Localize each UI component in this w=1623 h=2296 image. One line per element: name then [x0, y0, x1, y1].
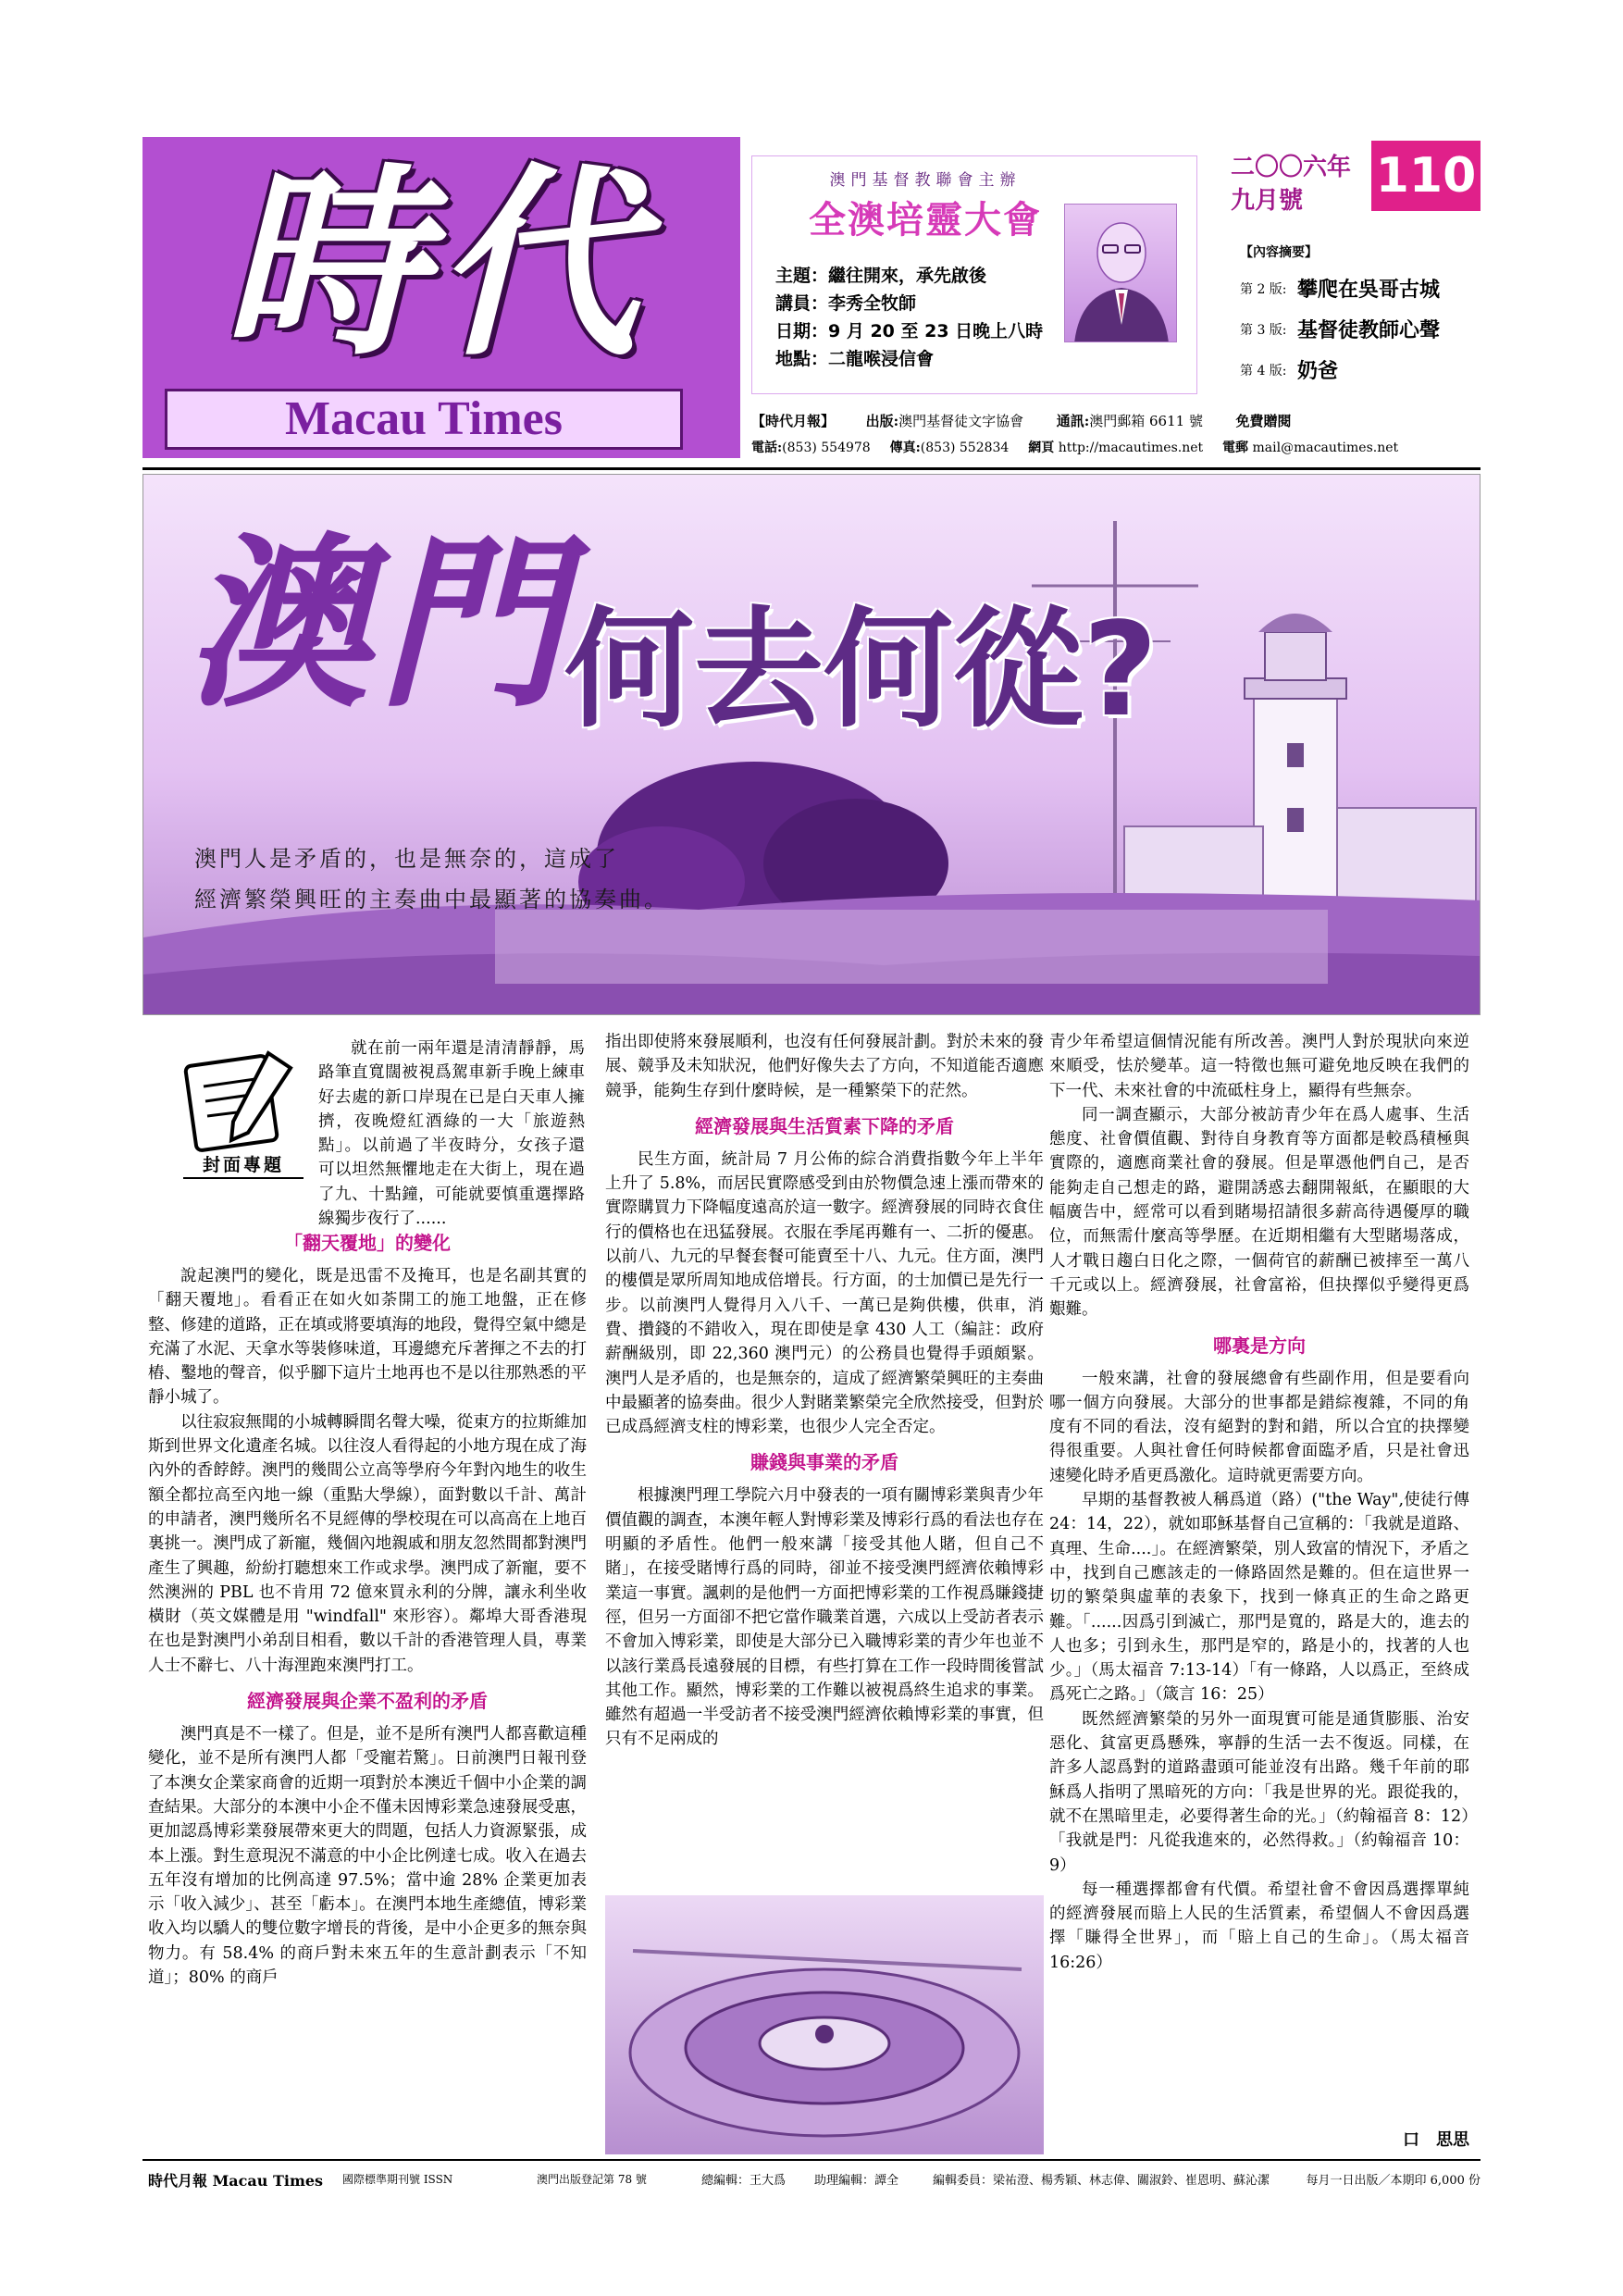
- column-2: [605, 1030, 1044, 1891]
- event-theme: 主題：繼往開來，承先啟後: [775, 266, 987, 286]
- web-link[interactable]: http://macautimes.net: [1058, 441, 1204, 455]
- free-label: 免費贈閱: [1235, 413, 1292, 429]
- cover-topic-label: 封面專題: [183, 1151, 304, 1179]
- footer-issn: 國際標準期刊號 ISSN: [342, 2173, 453, 2186]
- roulette-image: [605, 1895, 1044, 2154]
- issue-number: 110: [1375, 148, 1477, 204]
- headline-part-2: 何去何從?: [564, 595, 1158, 746]
- intro-paragraph: 就在前一兩年還是清清靜靜，馬路筆直寬闊被視爲駕車新手晚上練車好去處的新口岸現在已是白天車人擁擠，夜晚燈紅酒綠的一大「旅遊熱點」。以前過了半夜時分，女孩子還可以坦然無懼地走在大街上，現在過了九、十點鐘，可能就要慎重選擇路線獨步夜行了......: [318, 1039, 585, 1229]
- event-name: 全澳培靈大會: [809, 199, 1042, 242]
- section-heading: 經濟發展與生活質素下降的矛盾: [695, 1114, 954, 1137]
- section-heading: 「翻天覆地」的變化: [284, 1232, 451, 1254]
- info-row-2: [751, 438, 1482, 458]
- toc-title: 基督徒教師心聲: [1297, 319, 1441, 342]
- footer-registration: 澳門出版登記第 78 號: [537, 2173, 647, 2186]
- email-link[interactable]: mail@macautimes.net: [1252, 441, 1399, 455]
- event-organizer: 澳門基督教聯會主辦: [829, 171, 1022, 190]
- info-row-1: [751, 411, 1482, 431]
- paragraph: 根據澳門理工學院六月中發表的一項有關博彩業與青少年價值觀的調查，本澳年輕人對博彩業及博彩行爲的看法也存在明顯的矛盾性。他們一般來講「接受其他人賭，但自己不賭」，在接受賭博行爲的同時，卻並不接受澳門經濟依賴博彩業這一事實。諷刺的是他們一方面把博彩業的工作視爲賺錢捷徑，但另一方面卻不把它當作職業首選，六成以上受訪者表示不會加入博彩業，即使是大部分已入職博彩業的青少年也並不以該行業爲長遠發展的目標，有些打算在工作一段時間後嘗試其他工作。顯然，博彩業的工作難以被視爲終生追求的事業。雖然有超過一半受訪者不接受澳門經濟依賴博彩業的事實，但只有不足兩成的: [605, 1486, 1044, 1749]
- column-3: [1049, 1030, 1469, 2131]
- mailbox: 澳門郵箱 6611 號: [1089, 413, 1203, 429]
- footer-rule: [142, 2159, 1481, 2161]
- email-label: 電郵: [1222, 441, 1249, 455]
- footer-committee: 編輯委員：梁祐澄、楊秀穎、林志偉、關淑鈴、崔恩明、蘇沁潔: [933, 2174, 1270, 2188]
- masthead-title: 時代: [221, 143, 648, 383]
- hero-subtitle-2: 經濟繁榮興旺的主奏曲中最顯著的協奏曲。: [194, 887, 669, 912]
- issue-year: 二〇〇六年: [1231, 154, 1352, 181]
- web-label: 網頁: [1028, 441, 1055, 455]
- headline-part-1: 澳門: [185, 515, 571, 733]
- section-heading: 經濟發展與企業不盈利的矛盾: [247, 1690, 488, 1713]
- mail-label: 通訊:: [1056, 413, 1090, 429]
- toc-page: 第 3 版:: [1240, 323, 1287, 338]
- paragraph: 每一種選擇都會有代價。希望社會不會因爲選擇單純的經濟發展而賠上人民的生活質素，希望個人不會因爲選擇「賺得全世界」，而「賠上自己的生命」。（馬太福音 16:26）: [1049, 1880, 1469, 1972]
- footer-assistant: 助理編輯：譚全: [814, 2174, 899, 2188]
- cover-topic-icon: [183, 1044, 304, 1155]
- section-heading: 賺錢與事業的矛盾: [750, 1451, 898, 1474]
- paragraph: 青少年希望這個情況能有所改善。澳門人對於現狀向來逆來順受，怯於變革。這一特徵也無可避免地反映在我們的下一代、未來社會的中流砥柱身上，顯得有些無奈。: [1049, 1033, 1469, 1100]
- paragraph: 指出即使將來發展順利，也沒有任何發展計劃。對於未來的發展、競爭及未知狀況，他們好像失去了方向，不知道能否適應競爭，能夠生存到什麼時候，是一種繁榮下的茫然。: [605, 1033, 1044, 1100]
- phone: (853) 554978: [782, 441, 871, 455]
- footer-paper: 時代月報 Macau Times: [148, 2172, 324, 2190]
- contents-label: 【內容摘要】: [1240, 245, 1318, 260]
- event-date: 日期：9 月 20 至 23 日晚上八時: [775, 321, 1044, 341]
- author: 口 思思: [1403, 2130, 1469, 2150]
- paragraph: 早期的基督教被人稱爲道（路）("the Way",使徒行傳 24：14，22），就如耶穌基督自己宣稱的：「我就是道路、真理、生命....」。在經濟繁榮，別人致富的情況下，矛盾之中，找到自己應該走的一條路固然是難的。但在這世界一切的繁榮與虛華的表象下，找到一條真正的生命之路更難。「......因爲引到滅亡，那門是寬的，路是大的，進去的人也多；引到永生，那門是窄的，路是小的，找著的人也少。」（馬太福音 7:13-14）「有一條路，人以爲正，至終成爲死亡之路。」（箴言 16：25）: [1049, 1491, 1469, 1705]
- hero-subtitle-1: 澳門人是矛盾的，也是無奈的，這成了: [194, 846, 619, 872]
- toc-title: 攀爬在吳哥古城: [1297, 279, 1441, 302]
- toc-page: 第 4 版:: [1240, 364, 1287, 379]
- masthead-english-title: Macau Times: [285, 392, 563, 445]
- event-speaker: 講員：李秀全牧師: [775, 293, 917, 314]
- paragraph: 既然經濟繁榮的另外一面現實可能是通貨膨脹、治安惡化、貧富更爲懸殊，寧靜的生活一去不復返。同樣，在許多人認爲對的道路盡頭可能並沒有出路。幾千年前的耶穌爲人指明了黑暗死的方向：「我是世界的光。跟從我的，就不在黑暗里走，必要得著生命的光。」（約翰福音 8：12）「我就是門：凡從我進來的，必然得救。」（約翰福音 10：9）: [1049, 1709, 1469, 1875]
- column-1: [148, 1220, 587, 2154]
- paragraph: 以往寂寂無聞的小城轉瞬間名聲大噪，從東方的拉斯維加斯到世界文化遺產名城。以往沒人看得起的小地方現在成了海內外的香餑餑。澳門的幾間公立高等學府今年對內地生的收生額全都拉高至內地一線（重點大學線），面對數以千計、萬計的申請者，澳門幾所名不見經傳的學校現在可以高高在上地百裏挑一。澳門成了新寵，幾個內地親戚和朋友忽然間都對澳門產生了興趣，紛紛打聽想來工作或求學。澳門成了新寵，要不然澳洲的 PBL 也不肯用 72 億來買永利的分牌，讓永利坐收橫財（英文媒體是用 "windfall" 來形容）。鄰埠大哥香港現在也是對澳門小弟刮目相看，數以千計的香港管理人員，專業人士不辭七、八十海浬跑來澳門打工。: [148, 1412, 587, 1675]
- phone-label: 電話:: [751, 441, 783, 455]
- issue-month: 九月號: [1231, 187, 1304, 215]
- toc-page: 第 2 版:: [1240, 282, 1287, 297]
- publisher-label: 出版:: [865, 413, 899, 429]
- paper-label: 【時代月報】: [751, 413, 836, 429]
- section-heading: 哪裏是方向: [1213, 1334, 1306, 1357]
- top-rule: [142, 467, 1481, 470]
- footer-editor: 總編輯：王大爲: [701, 2174, 787, 2188]
- paragraph: 一般來講，社會的發展總會有些副作用，但是要看向哪一個方向發展。大部分的世事都是錯綜複雜，不同的角度有不同的看法，沒有絕對的對和錯，所以合宜的抉擇變得很重要。人與社會任何時候都會面臨矛盾，只是社會迅速變化時矛盾更爲激化。這時就更需要方向。: [1049, 1369, 1469, 1485]
- column-1-intro: [318, 1036, 585, 1229]
- footer-schedule: 每月一日出版／本期印 6,000 份: [1306, 2174, 1481, 2188]
- fax: (853) 552834: [920, 441, 1010, 455]
- paragraph: 同一調查顯示，大部分被訪青少年在爲人處事、生活態度、社會價值觀、對待自身教育等方面都是較爲積極與實際的，適應商業社會的發展。但是單憑他們自己，是否能夠走自己想走的路，避開誘惑去翻開報紙，在顯眼的大幅廣告中，經常可以看到賭場招請很多薪高待遇優厚的職位，而無需什麼高等學歷。在近期相繼有大型賭場落成，人才戰日趨白日化之際，一個荷官的薪酬已被摔至一萬八千元或以上。經濟發展，社會富裕，但抉擇似乎變得更爲艱難。: [1049, 1105, 1469, 1320]
- toc-title: 奶爸: [1297, 360, 1339, 383]
- paragraph: 民生方面，統計局 7 月公佈的綜合消費指數今年上半年上升了 5.8%，而居民實際感受到由於物價急速上漲而帶來的實際購買力下降幅度遠高於這一數字。經濟發展的同時衣食住行的價格也在迅猛發展。衣服在季尾再難有一、二折的優惠。以前八、九元的早餐套餐可能賣至十八、九元。住方面，澳門的樓價是眾所周知地成倍增長。行方面，的士加價已是先行一步。以前澳門人覺得月入八千、一萬已是夠供樓，供車，消費、攢錢的不錯收入，現在即使是拿 430 人工（編註：政府薪酬級別，即 22,360 澳門元）的公務員也覺得手頭頗緊。澳門人是矛盾的，也是無奈的，這成了經濟繁榮興旺的主奏曲中最顯著的協奏曲。很少人對賭業繁榮完全欣然接受，但對於已成爲經濟支柱的博彩業，也很少人完全否定。: [605, 1149, 1044, 1437]
- paragraph: 說起澳門的變化，既是迅雷不及掩耳，也是名副其實的「翻天覆地」。看看正在如火如荼開工的施工地盤，正在修整、修建的道路，正在填或將要填海的地段，覺得空氣中總是充滿了水泥、天拿水等裝修味道，耳邊總充斥著揮之不去的打樁、鑿地的聲音，似乎腳下這片土地再也不是以往那熟悉的平靜小城了。: [148, 1267, 587, 1408]
- publisher: 澳門基督徒文字協會: [898, 413, 1024, 429]
- fax-label: 傳真:: [889, 441, 921, 455]
- paragraph: 澳門真是不一樣了。但是，並不是所有澳門人都喜歡這種變化，並不是所有澳門人都「受寵若驚」。日前澳門日報刊登了本澳女企業家商會的近期一項對於本澳近千個中小企業的調查結果。大部分的本澳中小企不僅未因博彩業急速發展受惠，更加認爲博彩業發展帶來更大的問題，包括人力資源緊張，成本上漲。對生意現況不滿意的中小企比例達七成。收入在過去五年沒有增加的比例高達 97.5%；當中逾 28% 企業更加表示「收入減少」、甚至「虧本」。在澳門本地生產總值，博彩業收入均以驕人的雙位數字增長的背後，是中小企更多的無奈與物力。有 58.4% 的商戶對未來五年的生意計劃表示「不知道」；80% 的商戶: [148, 1725, 587, 1988]
- speaker-portrait: [1064, 204, 1177, 342]
- event-venue: 地點：二龍喉浸信會: [775, 349, 935, 369]
